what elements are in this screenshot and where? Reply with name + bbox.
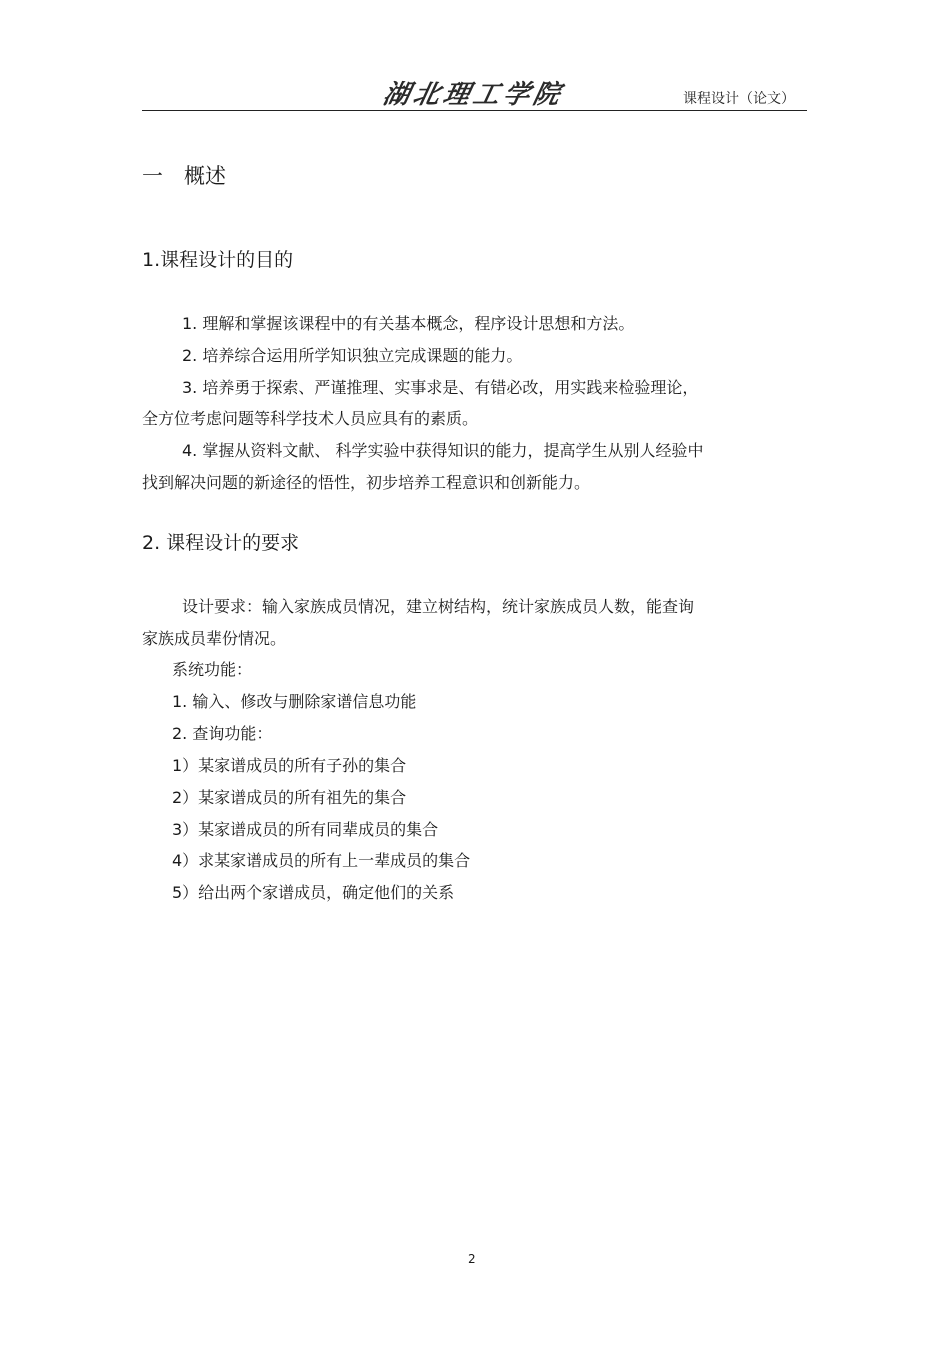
query-item-4: 4）求某家谱成员的所有上一辈成员的集合 <box>172 851 471 870</box>
system-functions-label: 系统功能： <box>172 660 253 679</box>
purpose-line-3: 3. 培养勇于探索、严谨推理、实事求是、有错必改，用实践来检验理论， <box>182 378 699 397</box>
purpose-line-2: 2. 培养综合运用所学知识独立完成课题的能力。 <box>182 346 523 365</box>
purpose-line-1: 1. 理解和掌握该课程中的有关基本概念，程序设计思想和方法。 <box>182 314 635 333</box>
purpose-heading: 1.课程设计的目的 <box>142 249 294 271</box>
query-item-1: 1）某家谱成员的所有子孙的集合 <box>172 756 407 775</box>
requirements-heading: 2. 课程设计的要求 <box>142 532 300 554</box>
section-title: 一 概述 <box>142 164 226 188</box>
requirements-line-1-continued: 家族成员辈份情况。 <box>142 629 287 648</box>
function-item-2: 2. 查询功能： <box>172 724 273 743</box>
page-number: 2 <box>468 1252 476 1266</box>
query-item-5: 5）给出两个家谱成员，确定他们的关系 <box>172 883 455 902</box>
purpose-line-3-continued: 全方位考虑问题等科学技术人员应具有的素质。 <box>142 409 479 428</box>
query-item-2: 2）某家谱成员的所有祖先的集合 <box>172 788 407 807</box>
function-item-1: 1. 输入、修改与删除家谱信息功能 <box>172 692 417 711</box>
query-item-3: 3）某家谱成员的所有同辈成员的集合 <box>172 820 439 839</box>
page-header <box>142 70 807 111</box>
document-type-label: 课程设计（论文） <box>683 91 795 107</box>
requirements-line-1: 设计要求：输入家族成员情况，建立树结构，统计家族成员人数，能查询 <box>182 597 695 616</box>
university-logo: 湖北理工学院 <box>380 80 567 110</box>
purpose-line-4-continued: 找到解决问题的新途径的悟性，初步培养工程意识和创新能力。 <box>142 473 591 492</box>
purpose-line-4: 4. 掌握从资料文献、 科学实验中获得知识的能力，提高学生从别人经验中 <box>182 441 704 460</box>
